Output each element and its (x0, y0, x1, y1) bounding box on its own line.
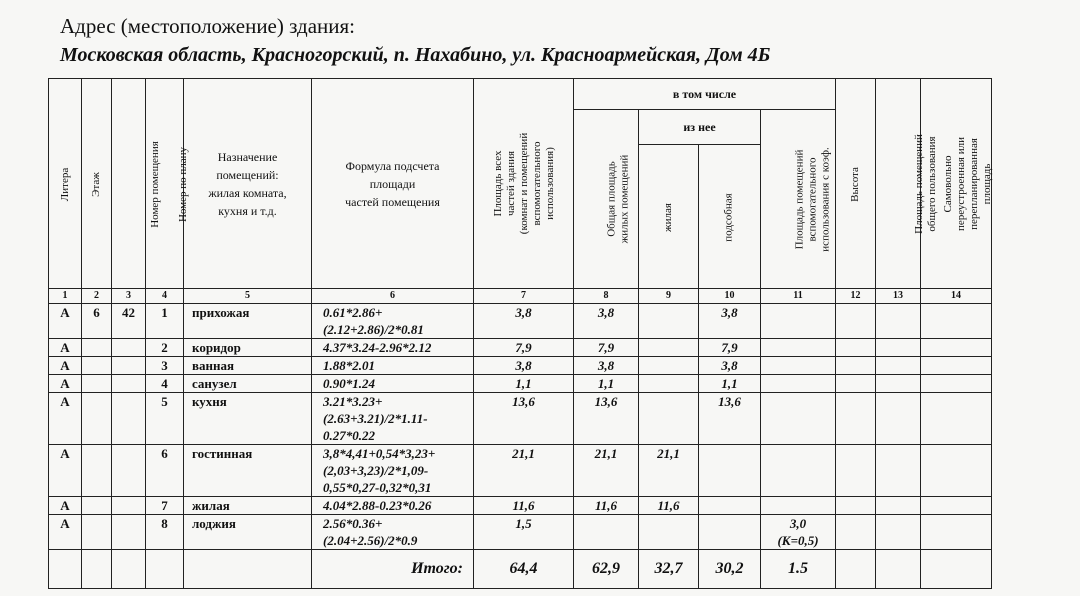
table-row (49, 375, 992, 393)
cell-plan-no: 1 (146, 304, 184, 339)
cell-aux-area (699, 445, 761, 497)
column-number: 4 (146, 289, 184, 304)
cell-living-area (639, 304, 699, 339)
cell-unauthorized-area (921, 515, 992, 550)
cell-purpose: санузел (184, 375, 312, 393)
cell-room-no (112, 497, 146, 515)
cell-aux-area: 7,9 (699, 339, 761, 357)
column-number: 7 (474, 289, 574, 304)
cell-room-no (112, 445, 146, 497)
cell-room-no (112, 357, 146, 375)
cell-common-area (876, 375, 921, 393)
cell-floor (82, 445, 112, 497)
cell-aux-area (699, 515, 761, 550)
table-row (49, 393, 992, 445)
table-row (49, 445, 992, 497)
cell-floor (82, 515, 112, 550)
cell-common-area (876, 357, 921, 375)
cell-general-area: 7,9 (574, 339, 639, 357)
cell-general-area (574, 515, 639, 550)
col-header-height: Высота (836, 79, 876, 289)
cell-height (836, 497, 876, 515)
column-number: 10 (699, 289, 761, 304)
cell-aux-area: 13,6 (699, 393, 761, 445)
cell-purpose: прихожая (184, 304, 312, 339)
cell-height (836, 393, 876, 445)
cell-aux-coef-area (761, 393, 836, 445)
cell-height (836, 515, 876, 550)
column-number: 2 (82, 289, 112, 304)
cell-unauthorized-area (921, 375, 992, 393)
cell-aux-coef-area: 3,0 (К=0,5) (761, 515, 836, 550)
cell-plan-no: 6 (146, 445, 184, 497)
cell-formula: 0.90*1.24 (312, 375, 474, 393)
table-row (49, 357, 992, 375)
cell-floor (82, 339, 112, 357)
cell-litera: А (49, 393, 82, 445)
col-header-formula: Формула подсчета площади частей помещения (312, 79, 474, 289)
cell-floor (82, 357, 112, 375)
cell-common-area (876, 515, 921, 550)
cell-floor (82, 375, 112, 393)
cell-formula: 3.21*3.23+ (2.63+3.21)/2*1.11- 0.27*0.22 (312, 393, 474, 445)
column-number: 6 (312, 289, 474, 304)
cell-litera: А (49, 445, 82, 497)
col-header-auxiliary: подсобная (699, 145, 761, 289)
cell-aux-coef-area (761, 375, 836, 393)
table-row (49, 515, 992, 550)
cell-formula: 1.88*2.01 (312, 357, 474, 375)
cell-room-no (112, 375, 146, 393)
room-explication-table (48, 78, 992, 589)
cell-purpose: лоджия (184, 515, 312, 550)
cell-general-area: 3,8 (574, 357, 639, 375)
totals-aux-coef-area: 1.5 (761, 550, 836, 589)
cell-total-area: 13,6 (474, 393, 574, 445)
col-header-room-no: Номер помещения (112, 79, 146, 289)
cell-floor (82, 393, 112, 445)
cell-general-area: 1,1 (574, 375, 639, 393)
cell-floor (82, 497, 112, 515)
cell-aux-coef-area (761, 445, 836, 497)
cell-room-no (112, 393, 146, 445)
cell-living-area (639, 357, 699, 375)
cell-general-area: 21,1 (574, 445, 639, 497)
cell-unauthorized-area (921, 304, 992, 339)
col-header-floor: Этаж (82, 79, 112, 289)
table-row (49, 497, 992, 515)
cell-litera: А (49, 304, 82, 339)
column-number: 8 (574, 289, 639, 304)
cell-common-area (876, 445, 921, 497)
cell-plan-no: 2 (146, 339, 184, 357)
cell-total-area: 11,6 (474, 497, 574, 515)
cell-purpose: гостинная (184, 445, 312, 497)
totals-label: Итого: (312, 550, 474, 589)
cell-common-area (876, 393, 921, 445)
address-label: Адрес (местоположение) здания: (60, 14, 356, 38)
cell-height (836, 339, 876, 357)
cell-living-area (639, 393, 699, 445)
cell-litera: А (49, 515, 82, 550)
cell-purpose: ванная (184, 357, 312, 375)
cell-living-area (639, 339, 699, 357)
cell-plan-no: 8 (146, 515, 184, 550)
cell-aux-coef-area (761, 357, 836, 375)
col-header-total-area: Площадь всех частей здания (комнат и помещений вспомогательного использования) (474, 79, 574, 289)
cell-litera: А (49, 357, 82, 375)
col-header-plan-no: Номер по плану (146, 79, 184, 289)
cell-height (836, 304, 876, 339)
table-row (49, 304, 992, 339)
col-header-unauthorized-area: Самовольно переустроенная или перепланированная площадь (921, 79, 992, 289)
cell-total-area: 3,8 (474, 304, 574, 339)
cell-litera: А (49, 339, 82, 357)
column-number: 9 (639, 289, 699, 304)
cell-aux-coef-area (761, 497, 836, 515)
cell-unauthorized-area (921, 445, 992, 497)
cell-living-area: 11,6 (639, 497, 699, 515)
address-value: Московская область, Красногорский, п. Нахабино, ул. Красноармейская, Дом 4Б (60, 44, 771, 66)
col-header-purpose: Назначение помещений: жилая комната, кухня и т.д. (184, 79, 312, 289)
cell-formula: 4.04*2.88-0.23*0.26 (312, 497, 474, 515)
table-row (49, 339, 992, 357)
cell-unauthorized-area (921, 357, 992, 375)
cell-living-area (639, 375, 699, 393)
column-number: 5 (184, 289, 312, 304)
col-header-common-area: Площадь помещений общего пользования (876, 79, 921, 289)
cell-height (836, 375, 876, 393)
column-number: 3 (112, 289, 146, 304)
cell-aux-area (699, 497, 761, 515)
cell-formula: 2.56*0.36+ (2.04+2.56)/2*0.9 (312, 515, 474, 550)
cell-aux-area: 1,1 (699, 375, 761, 393)
col-header-aux-coef: Площадь помещений вспомогательного использования с коэф. (761, 110, 836, 289)
cell-total-area: 7,9 (474, 339, 574, 357)
cell-plan-no: 5 (146, 393, 184, 445)
cell-room-no: 42 (112, 304, 146, 339)
cell-formula: 0.61*2.86+ (2.12+2.86)/2*0.81 (312, 304, 474, 339)
cell-litera: А (49, 497, 82, 515)
table-body (49, 304, 992, 550)
cell-plan-no: 4 (146, 375, 184, 393)
cell-plan-no: 7 (146, 497, 184, 515)
cell-floor: 6 (82, 304, 112, 339)
cell-general-area: 3,8 (574, 304, 639, 339)
cell-unauthorized-area (921, 393, 992, 445)
column-number: 12 (836, 289, 876, 304)
cell-total-area: 21,1 (474, 445, 574, 497)
column-number: 14 (921, 289, 992, 304)
cell-common-area (876, 304, 921, 339)
cell-litera: А (49, 375, 82, 393)
col-header-of-which: из нее (639, 110, 761, 145)
column-number: 13 (876, 289, 921, 304)
cell-room-no (112, 515, 146, 550)
cell-unauthorized-area (921, 339, 992, 357)
cell-general-area: 13,6 (574, 393, 639, 445)
cell-unauthorized-area (921, 497, 992, 515)
col-header-general-area: Общая площадь жилых помещений (574, 110, 639, 289)
totals-living-area: 32,7 (639, 550, 699, 589)
cell-plan-no: 3 (146, 357, 184, 375)
cell-common-area (876, 339, 921, 357)
column-number: 11 (761, 289, 836, 304)
totals-general-area: 62,9 (574, 550, 639, 589)
cell-aux-area: 3,8 (699, 357, 761, 375)
cell-purpose: жилая (184, 497, 312, 515)
totals-aux-area: 30,2 (699, 550, 761, 589)
cell-aux-coef-area (761, 304, 836, 339)
totals-row (49, 550, 992, 589)
col-header-including: в том числе (574, 79, 836, 110)
cell-aux-area: 3,8 (699, 304, 761, 339)
cell-formula: 3,8*4,41+0,54*3,23+ (2,03+3,23)/2*1,09- 0,55*0,27-0,32*0,31 (312, 445, 474, 497)
cell-common-area (876, 497, 921, 515)
cell-general-area: 11,6 (574, 497, 639, 515)
cell-purpose: кухня (184, 393, 312, 445)
cell-total-area: 1,5 (474, 515, 574, 550)
cell-total-area: 1,1 (474, 375, 574, 393)
cell-living-area (639, 515, 699, 550)
column-number: 1 (49, 289, 82, 304)
col-header-living: жилая (639, 145, 699, 289)
cell-height (836, 445, 876, 497)
totals-total-area: 64,4 (474, 550, 574, 589)
cell-room-no (112, 339, 146, 357)
cell-formula: 4.37*3.24-2.96*2.12 (312, 339, 474, 357)
cell-height (836, 357, 876, 375)
cell-aux-coef-area (761, 339, 836, 357)
cell-total-area: 3,8 (474, 357, 574, 375)
cell-purpose: коридор (184, 339, 312, 357)
cell-living-area: 21,1 (639, 445, 699, 497)
col-header-litera: Литера (49, 79, 82, 289)
